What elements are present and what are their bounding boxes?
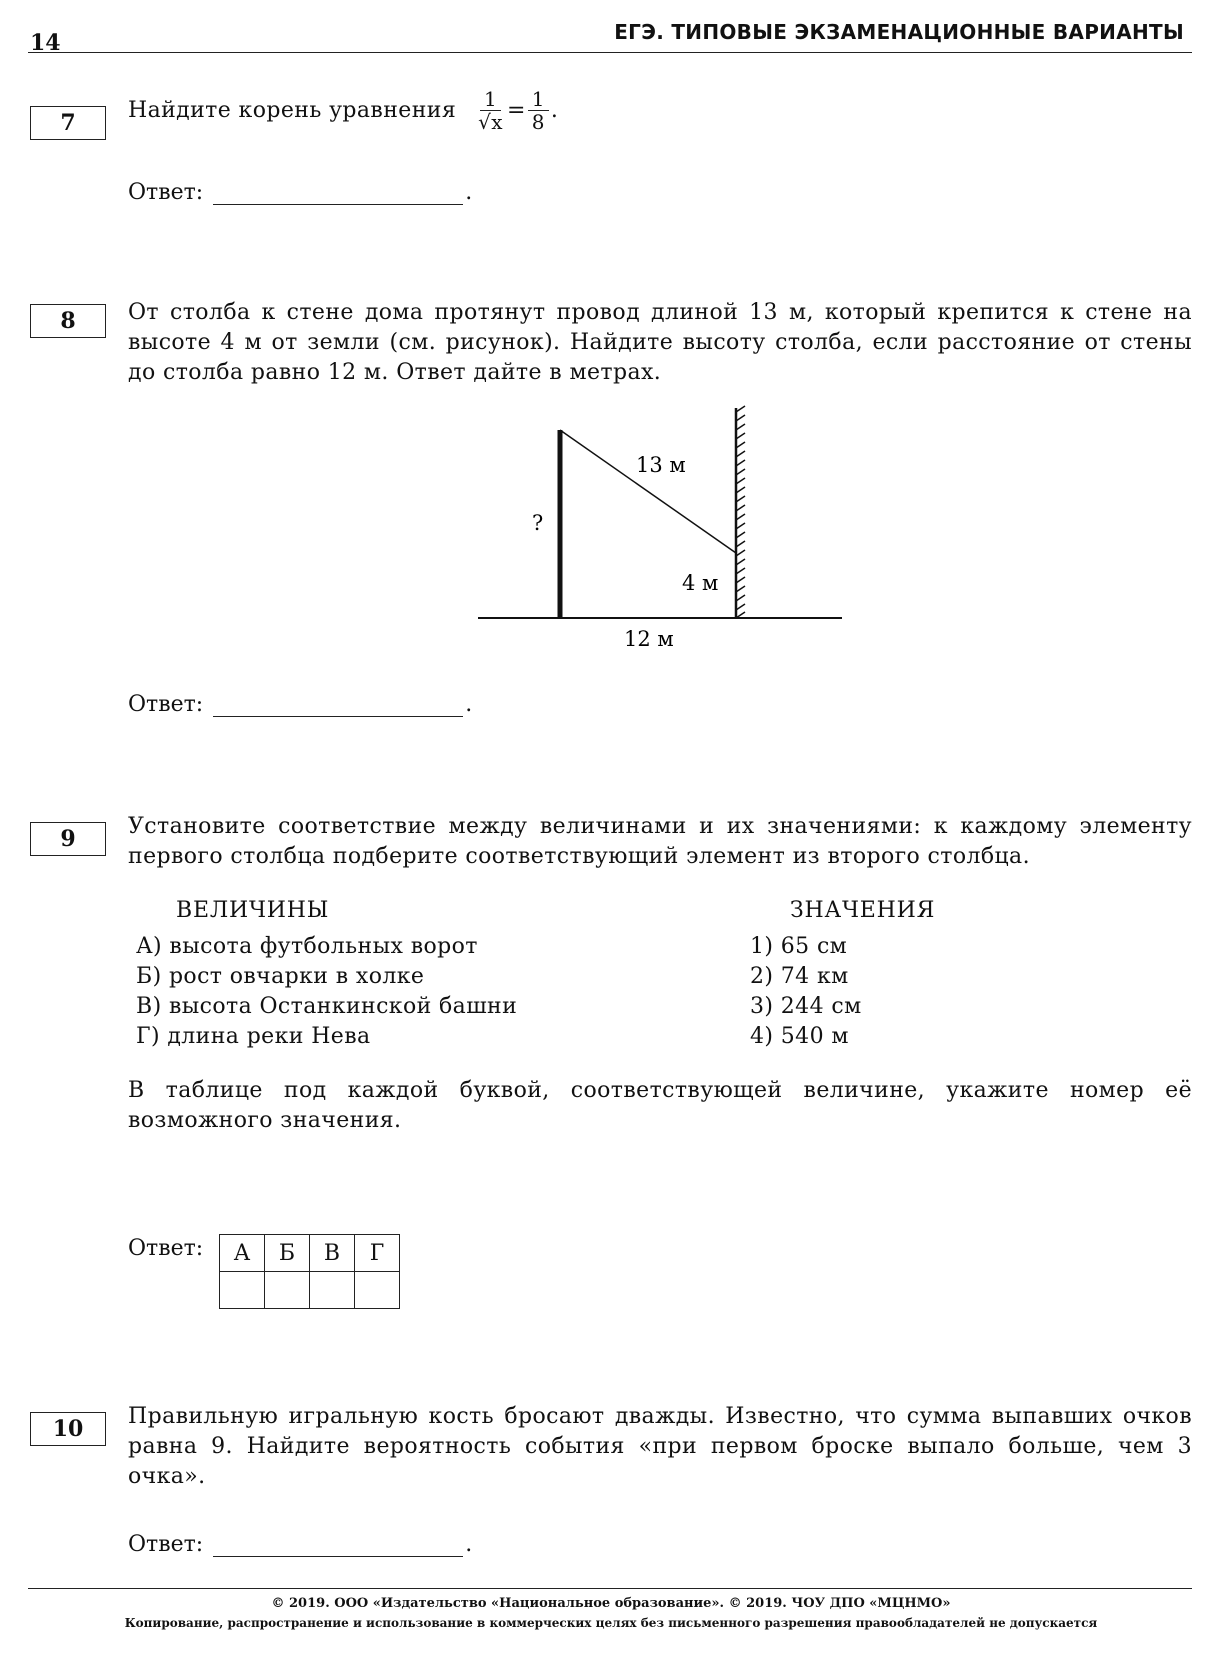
wire-length-label: 13 м <box>636 453 686 477</box>
task-7-answer-label: Ответ: <box>128 180 204 205</box>
quantity-item: В) высота Останкинской башни <box>136 994 518 1019</box>
task-10-answer: Ответ: . <box>128 1532 473 1557</box>
running-title: ЕГЭ. ТИПОВЫЕ ЭКЗАМЕНАЦИОННЫЕ ВАРИАНТЫ <box>614 20 1184 44</box>
answer-table-cell[interactable] <box>355 1272 400 1309</box>
task-9-answer-label: Ответ: <box>128 1236 204 1261</box>
value-item: 3) 244 см <box>750 994 862 1019</box>
header-rule <box>28 52 1192 53</box>
answer-table-cell[interactable] <box>310 1272 355 1309</box>
answer-table-header: В <box>310 1235 355 1272</box>
task-8-answer-field[interactable] <box>213 692 463 717</box>
task-10-text: Правильную игральную кость бросают дважды. Известно, что сумма выпавших очков равна 9. Найдите вероятность события «при первом броске выпало больше, чем 3 очка». <box>128 1404 1192 1489</box>
task-9-text: Установите соответствие между величинами и их значениями: к каждому элементу первого столбца подберите соответствующий элемент из второго столбца. <box>128 814 1192 869</box>
task-7-text: Найдите корень уравнения <box>128 98 457 123</box>
task-7-answer-field[interactable] <box>213 180 463 205</box>
task-8-text: От столба к стене дома протянут провод длиной 13 м, который крепится к стене на высоте 4 м от земли (см. рисунок). Найдите высоту столба, если расстояние от стены до столба равно 12 м. Ответ дайте в метрах. <box>128 300 1192 385</box>
answer-table-header: А <box>220 1235 265 1272</box>
answer-table-header: Г <box>355 1235 400 1272</box>
task-8-answer: Ответ: . <box>128 692 473 717</box>
pole-height-label: ? <box>532 511 544 535</box>
quantity-item: Б) рост овчарки в холке <box>136 964 425 989</box>
wall-hatching <box>736 406 745 618</box>
values-list <box>750 932 862 1052</box>
footer-rule <box>28 1588 1192 1589</box>
quantity-item: А) высота футбольных ворот <box>136 934 478 959</box>
wire <box>560 430 736 553</box>
task-7-lhs-denominator: √x <box>478 110 503 134</box>
distance-label: 12 м <box>624 627 674 651</box>
task-8-answer-label: Ответ: <box>128 692 204 717</box>
task-10-answer-field[interactable] <box>213 1532 463 1557</box>
task-7-answer: Ответ: . <box>128 180 473 205</box>
value-item: 2) 74 км <box>750 964 849 989</box>
task-7-lhs-numerator: 1 <box>480 88 501 111</box>
task-8-number: 8 <box>60 308 76 334</box>
task-7-statement <box>128 88 558 133</box>
task-8-number-box <box>30 304 106 338</box>
task-7-rhs-fraction <box>528 88 549 133</box>
page-number: 14 <box>30 30 61 56</box>
answer-table-header: Б <box>265 1235 310 1272</box>
value-item: 1) 65 см <box>750 934 848 959</box>
quantities-list <box>136 932 517 1052</box>
task-9-number-box <box>30 822 106 856</box>
task-7-lhs-fraction <box>476 88 505 133</box>
task-10-number-box <box>30 1412 106 1446</box>
task-7-rhs-numerator: 1 <box>528 88 549 111</box>
value-item: 4) 540 м <box>750 1024 849 1049</box>
attach-height-label: 4 м <box>682 571 719 595</box>
quantities-title: ВЕЛИЧИНЫ <box>176 898 330 923</box>
answer-table-cell[interactable] <box>265 1272 310 1309</box>
task-7-end-punct: . <box>550 98 559 123</box>
task-8-figure <box>440 400 860 690</box>
task-9-answer-table <box>219 1234 400 1309</box>
task-7-equals: = <box>506 98 526 123</box>
footer-copyright: © 2019. ООО «Издательство «Национальное образование». © 2019. ЧОУ ДПО «МЦНМО» <box>271 1596 951 1611</box>
task-9-instruction: В таблице под каждой буквой, соответствующей величине, укажите номер её возможного значения. <box>128 1078 1192 1133</box>
task-9-number: 9 <box>60 826 76 852</box>
task-7-number-box <box>30 106 106 140</box>
answer-table-cell[interactable] <box>220 1272 265 1309</box>
task-10-number: 10 <box>52 1416 84 1442</box>
task-7-number: 7 <box>60 110 76 136</box>
footer-notice: Копирование, распространение и использование в коммерческих целях без письменного разрешения правообладателей не допускается <box>124 1616 1098 1630</box>
task-10-answer-label: Ответ: <box>128 1532 204 1557</box>
task-7-rhs-denominator: 8 <box>531 110 545 134</box>
values-title: ЗНАЧЕНИЯ <box>790 898 936 923</box>
quantity-item: Г) длина реки Нева <box>136 1024 371 1049</box>
